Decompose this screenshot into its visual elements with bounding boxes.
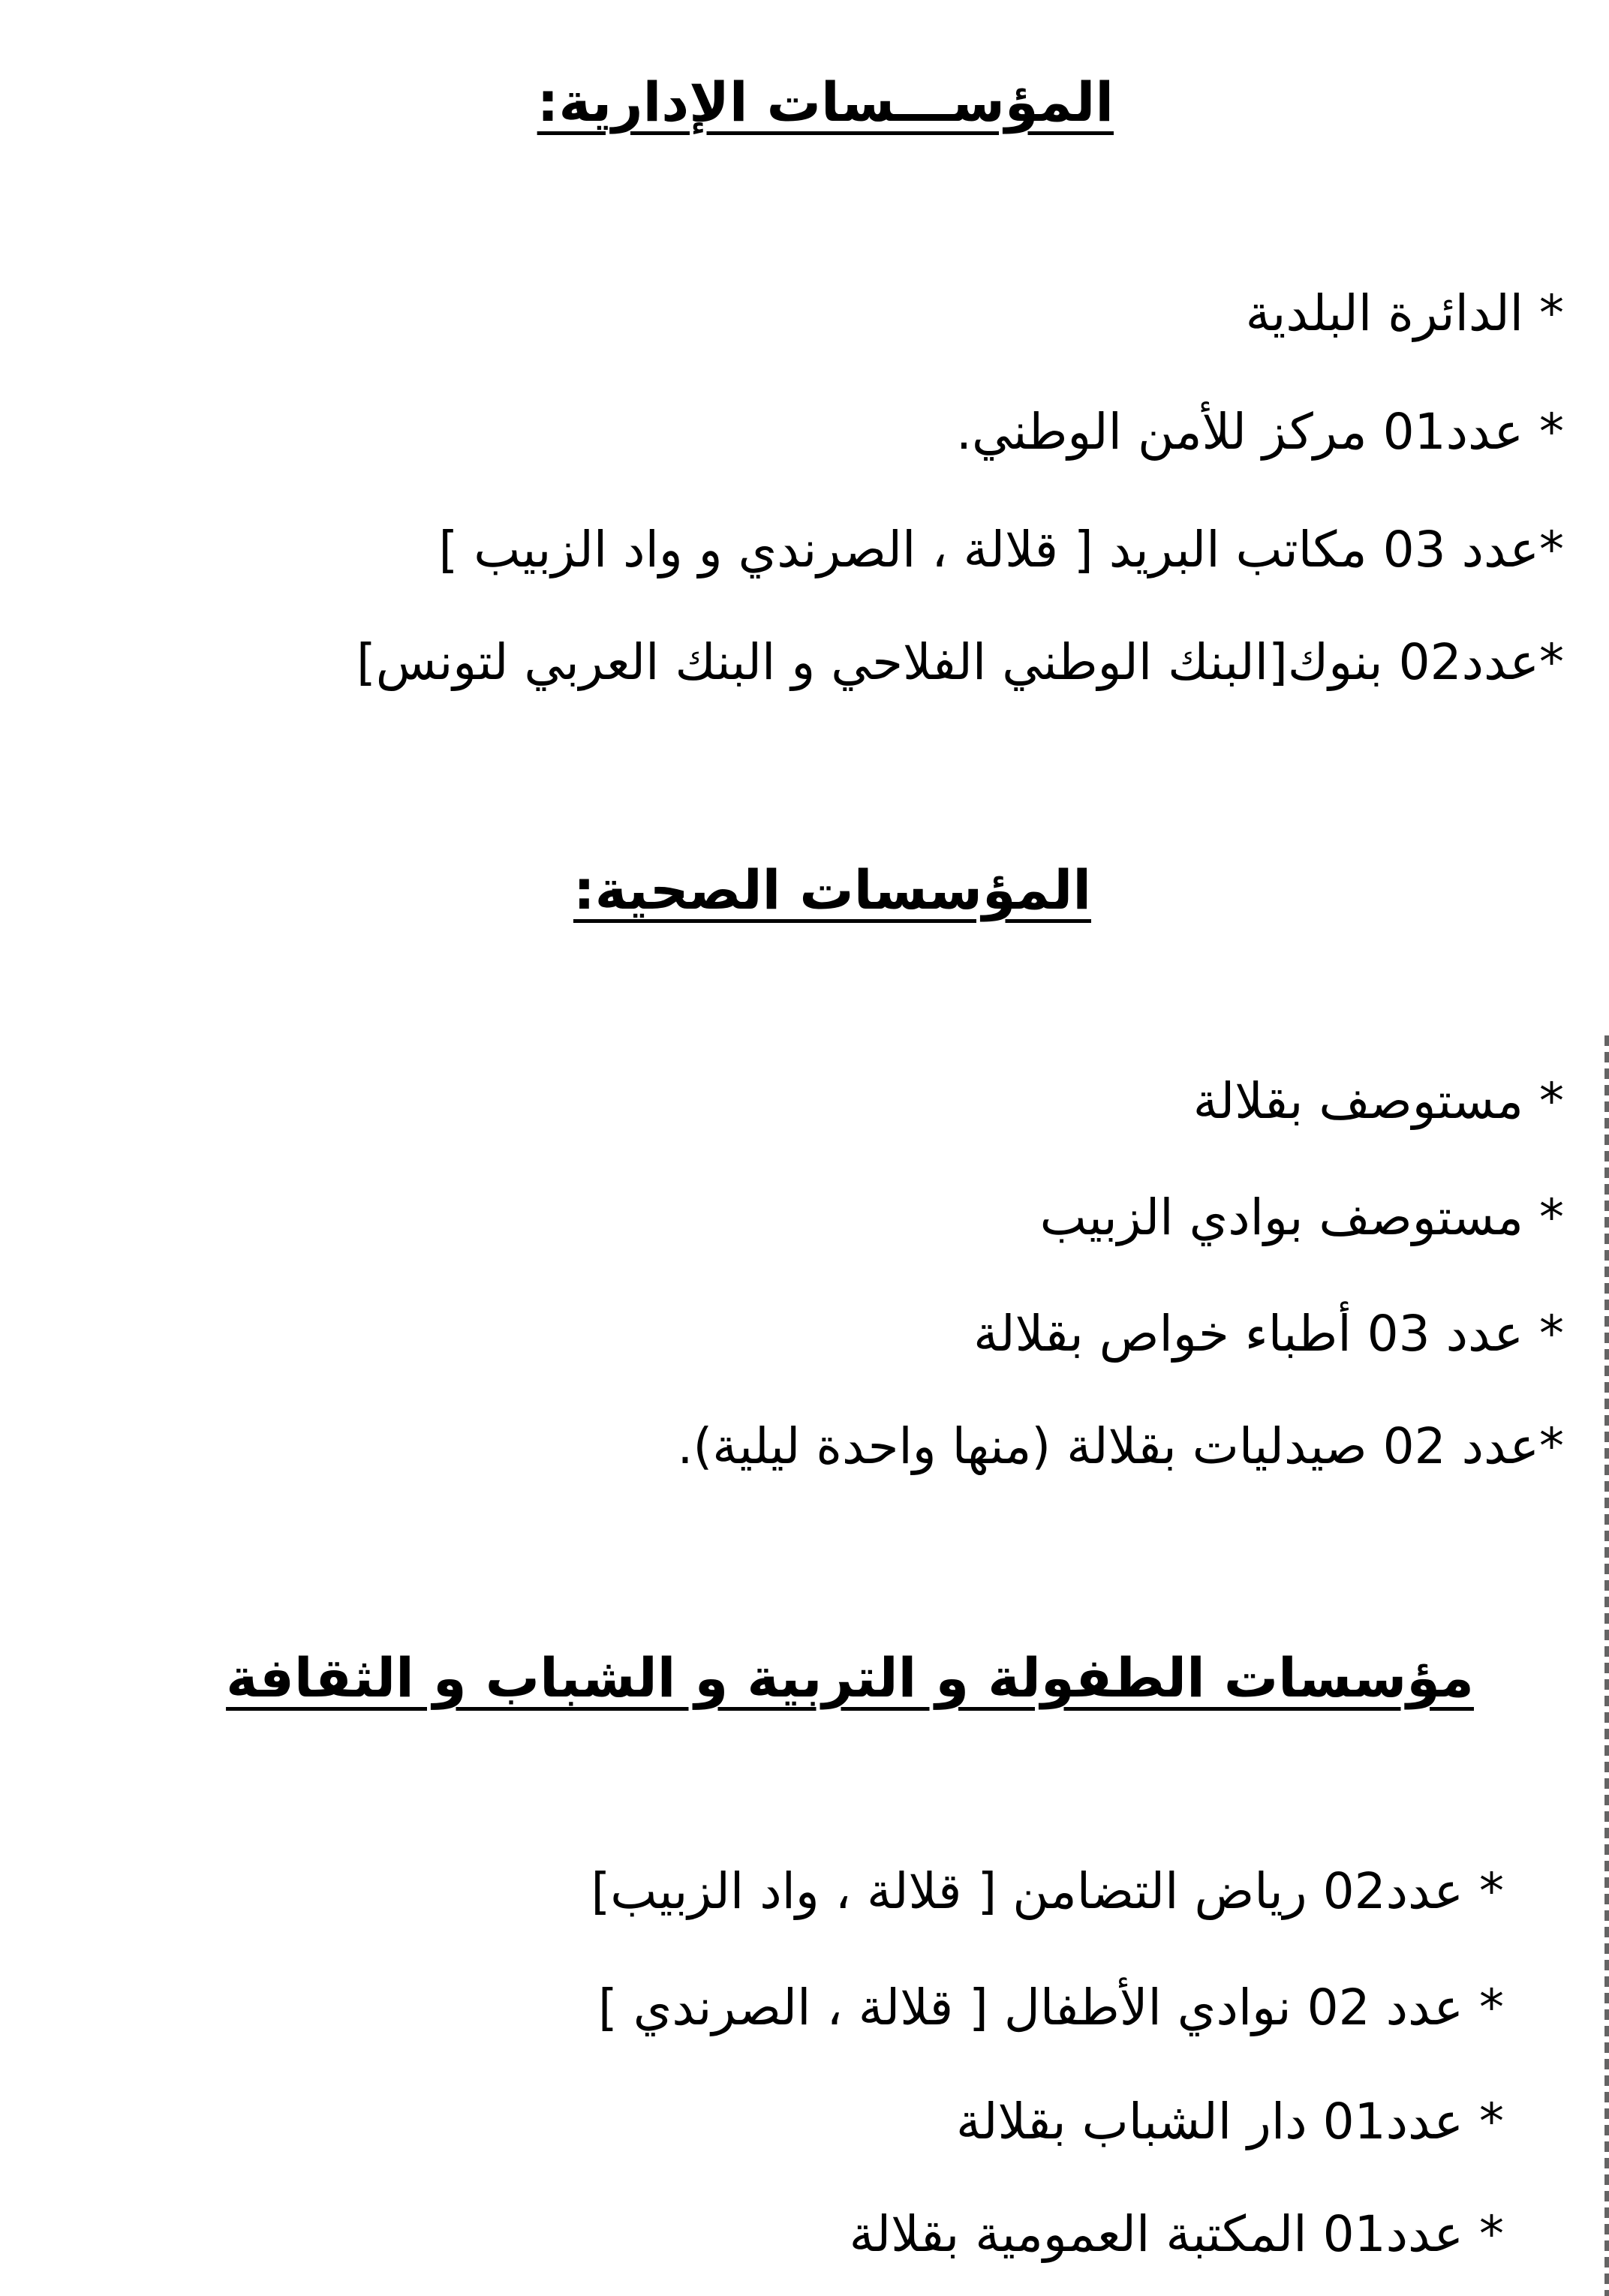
section-heading-health: المؤسسات الصحية:	[573, 858, 1091, 921]
list-item: * عدد02 رياض التضامن [ قلالة ، واد الزبيب]	[591, 1862, 1504, 1920]
section-heading-administrative: المؤســـسات الإدارية:	[537, 71, 1114, 134]
list-item: *عدد 03 مكاتب البريد [ قلالة ، الصرندي و واد الزبيب ]	[438, 521, 1564, 579]
scan-edge-artifact	[1604, 1035, 1609, 2296]
list-item: * مستوصف بقلالة	[1192, 1072, 1564, 1130]
list-item: * عدد01 دار الشباب بقلالة	[955, 2093, 1504, 2150]
list-item: * الدائرة البلدية	[1245, 284, 1564, 342]
list-item: * مستوصف بوادي الزبيب	[1039, 1189, 1564, 1246]
list-item: *عدد 02 صيدليات بقلالة (منها واحدة ليلية).	[677, 1417, 1564, 1475]
list-item: * عدد 02 نوادي الأطفال [ قلالة ، الصرندي ]	[597, 1979, 1504, 2036]
list-item: * عدد01 المكتبة العمومية بقلالة	[849, 2205, 1504, 2263]
section-heading-youth-culture: مؤسسات الطفولة و التربية و الشباب و الثقافة	[226, 1646, 1474, 1709]
list-item: *عدد02 بنوك[البنك الوطني الفلاحي و البنك العربي لتونس]	[356, 633, 1564, 691]
list-item: * عدد 03 أطباء خواص بقلالة	[973, 1305, 1564, 1363]
list-item: * عدد01 مركز للأمن الوطني.	[956, 403, 1564, 461]
